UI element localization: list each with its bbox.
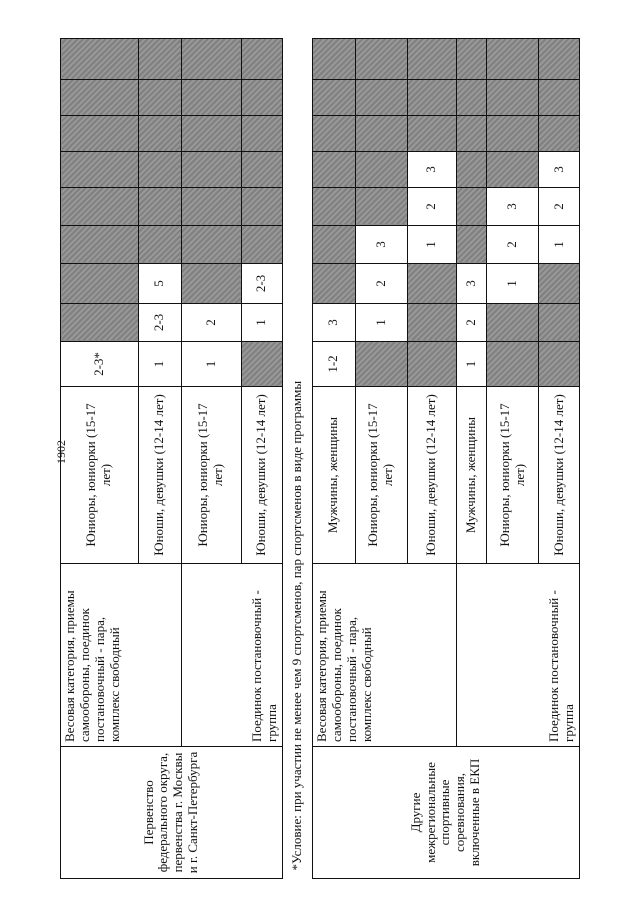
- shaded-cell: [487, 39, 539, 80]
- shaded-cell: [312, 152, 355, 188]
- group-cell: Юноши, девушки (12-14 лет): [538, 387, 579, 564]
- shaded-cell: [538, 342, 579, 387]
- value-cell: 1: [181, 342, 241, 387]
- shaded-cell: [241, 39, 282, 80]
- shaded-cell: [61, 264, 139, 304]
- table-row: [312, 39, 355, 879]
- value-cell: 3: [312, 304, 355, 342]
- shaded-cell: [312, 80, 355, 116]
- value-cell: 2-3: [241, 264, 282, 304]
- group-cell: Юниоры, юниорки (15-17 лет): [487, 387, 539, 564]
- shaded-cell: [355, 116, 407, 152]
- value-cell: 1: [355, 304, 407, 342]
- shaded-cell: [61, 152, 139, 188]
- value-cell: 2: [355, 264, 407, 304]
- value-cell: 1: [487, 264, 539, 304]
- group-cell: Юниоры, юниорки (15-17 лет): [181, 387, 241, 564]
- value-cell: 2-3*: [61, 342, 139, 387]
- shaded-cell: [487, 304, 539, 342]
- shaded-cell: [355, 188, 407, 226]
- shaded-cell: [407, 304, 457, 342]
- shaded-cell: [487, 342, 539, 387]
- shaded-cell: [61, 116, 139, 152]
- shaded-cell: [312, 39, 355, 80]
- shaded-cell: [181, 80, 241, 116]
- discipline-cell: Поединок постановочный - группа: [181, 564, 282, 747]
- group-cell: Мужчины, женщины: [457, 387, 487, 564]
- shaded-cell: [181, 188, 241, 226]
- shaded-cell: [241, 80, 282, 116]
- value-cell: 3: [407, 152, 457, 188]
- shaded-cell: [61, 80, 139, 116]
- value-cell: 3: [457, 264, 487, 304]
- shaded-cell: [407, 116, 457, 152]
- group-cell: Юниоры, юниорки (15-17 лет): [61, 387, 139, 564]
- value-cell: 2: [407, 188, 457, 226]
- shaded-cell: [241, 342, 282, 387]
- shaded-cell: [312, 188, 355, 226]
- shaded-cell: [487, 80, 539, 116]
- sports-ranking-table: [60, 38, 580, 879]
- shaded-cell: [181, 39, 241, 80]
- shaded-cell: [181, 264, 241, 304]
- shaded-cell: [138, 116, 181, 152]
- shaded-cell: [538, 264, 579, 304]
- shaded-cell: [457, 152, 487, 188]
- group-cell: Юниоры, юниорки (15-17 лет): [355, 387, 407, 564]
- group-cell: Юноши, девушки (12-14 лет): [241, 387, 282, 564]
- group-cell: Юноши, девушки (12-14 лет): [138, 387, 181, 564]
- shaded-cell: [181, 152, 241, 188]
- shaded-cell: [355, 152, 407, 188]
- value-cell: 2-3: [138, 304, 181, 342]
- group-cell: Мужчины, женщины: [312, 387, 355, 564]
- discipline-cell: Весовая категория, приемы самообороны, поединок постановочный - пара, комплекс свободный: [312, 564, 456, 747]
- value-cell: 5: [138, 264, 181, 304]
- value-cell: 1: [538, 226, 579, 264]
- shaded-cell: [181, 226, 241, 264]
- shaded-cell: [241, 116, 282, 152]
- value-cell: 3: [538, 152, 579, 188]
- shaded-cell: [355, 80, 407, 116]
- shaded-cell: [487, 152, 539, 188]
- shaded-cell: [61, 304, 139, 342]
- shaded-cell: [138, 226, 181, 264]
- shaded-cell: [355, 39, 407, 80]
- value-cell: 3: [487, 188, 539, 226]
- discipline-cell: Весовая категория, приемы самообороны, поединок постановочный - пара, комплекс свободный: [61, 564, 182, 747]
- shaded-cell: [457, 226, 487, 264]
- shaded-cell: [312, 116, 355, 152]
- shaded-cell: [538, 80, 579, 116]
- event-cell: Другие межрегиональные спортивные соревнования, включенные в ЕКП: [312, 747, 579, 879]
- shaded-cell: [538, 39, 579, 80]
- shaded-cell: [181, 116, 241, 152]
- value-cell: 1: [241, 304, 282, 342]
- value-cell: 2: [487, 226, 539, 264]
- shaded-cell: [241, 152, 282, 188]
- event-cell: Первенство федерального округа, первенства г. Москвы и г. Санкт-Петербурга: [61, 747, 283, 879]
- shaded-cell: [457, 116, 487, 152]
- shaded-cell: [457, 39, 487, 80]
- shaded-cell: [312, 226, 355, 264]
- table-row: [61, 39, 139, 879]
- shaded-cell: [241, 188, 282, 226]
- shaded-cell: [138, 39, 181, 80]
- value-cell: 3: [355, 226, 407, 264]
- shaded-cell: [138, 188, 181, 226]
- shaded-cell: [61, 188, 139, 226]
- value-cell: 1: [407, 226, 457, 264]
- condition-row: [282, 39, 312, 879]
- value-cell: 2: [457, 304, 487, 342]
- value-cell: 1: [138, 342, 181, 387]
- shaded-cell: [487, 116, 539, 152]
- shaded-cell: [355, 342, 407, 387]
- shaded-cell: [61, 226, 139, 264]
- value-cell: 1-2: [312, 342, 355, 387]
- shaded-cell: [538, 116, 579, 152]
- shaded-cell: [457, 80, 487, 116]
- shaded-cell: [138, 80, 181, 116]
- shaded-cell: [138, 152, 181, 188]
- rotated-table: [60, 39, 580, 879]
- shaded-cell: [407, 264, 457, 304]
- value-cell: 1: [457, 342, 487, 387]
- shaded-cell: [61, 39, 139, 80]
- shaded-cell: [241, 226, 282, 264]
- shaded-cell: [312, 264, 355, 304]
- value-cell: 2: [181, 304, 241, 342]
- condition-note: *Условие: при участии не менее чем 9 спортсменов, пар спортсменов в виде программы: [282, 39, 312, 879]
- group-cell: Юноши, девушки (12-14 лет): [407, 387, 457, 564]
- shaded-cell: [407, 80, 457, 116]
- discipline-cell: Поединок постановочный - группа: [457, 564, 580, 747]
- shaded-cell: [407, 342, 457, 387]
- value-cell: 2: [538, 188, 579, 226]
- shaded-cell: [457, 188, 487, 226]
- shaded-cell: [407, 39, 457, 80]
- shaded-cell: [538, 304, 579, 342]
- page-number: 1902: [54, 440, 68, 464]
